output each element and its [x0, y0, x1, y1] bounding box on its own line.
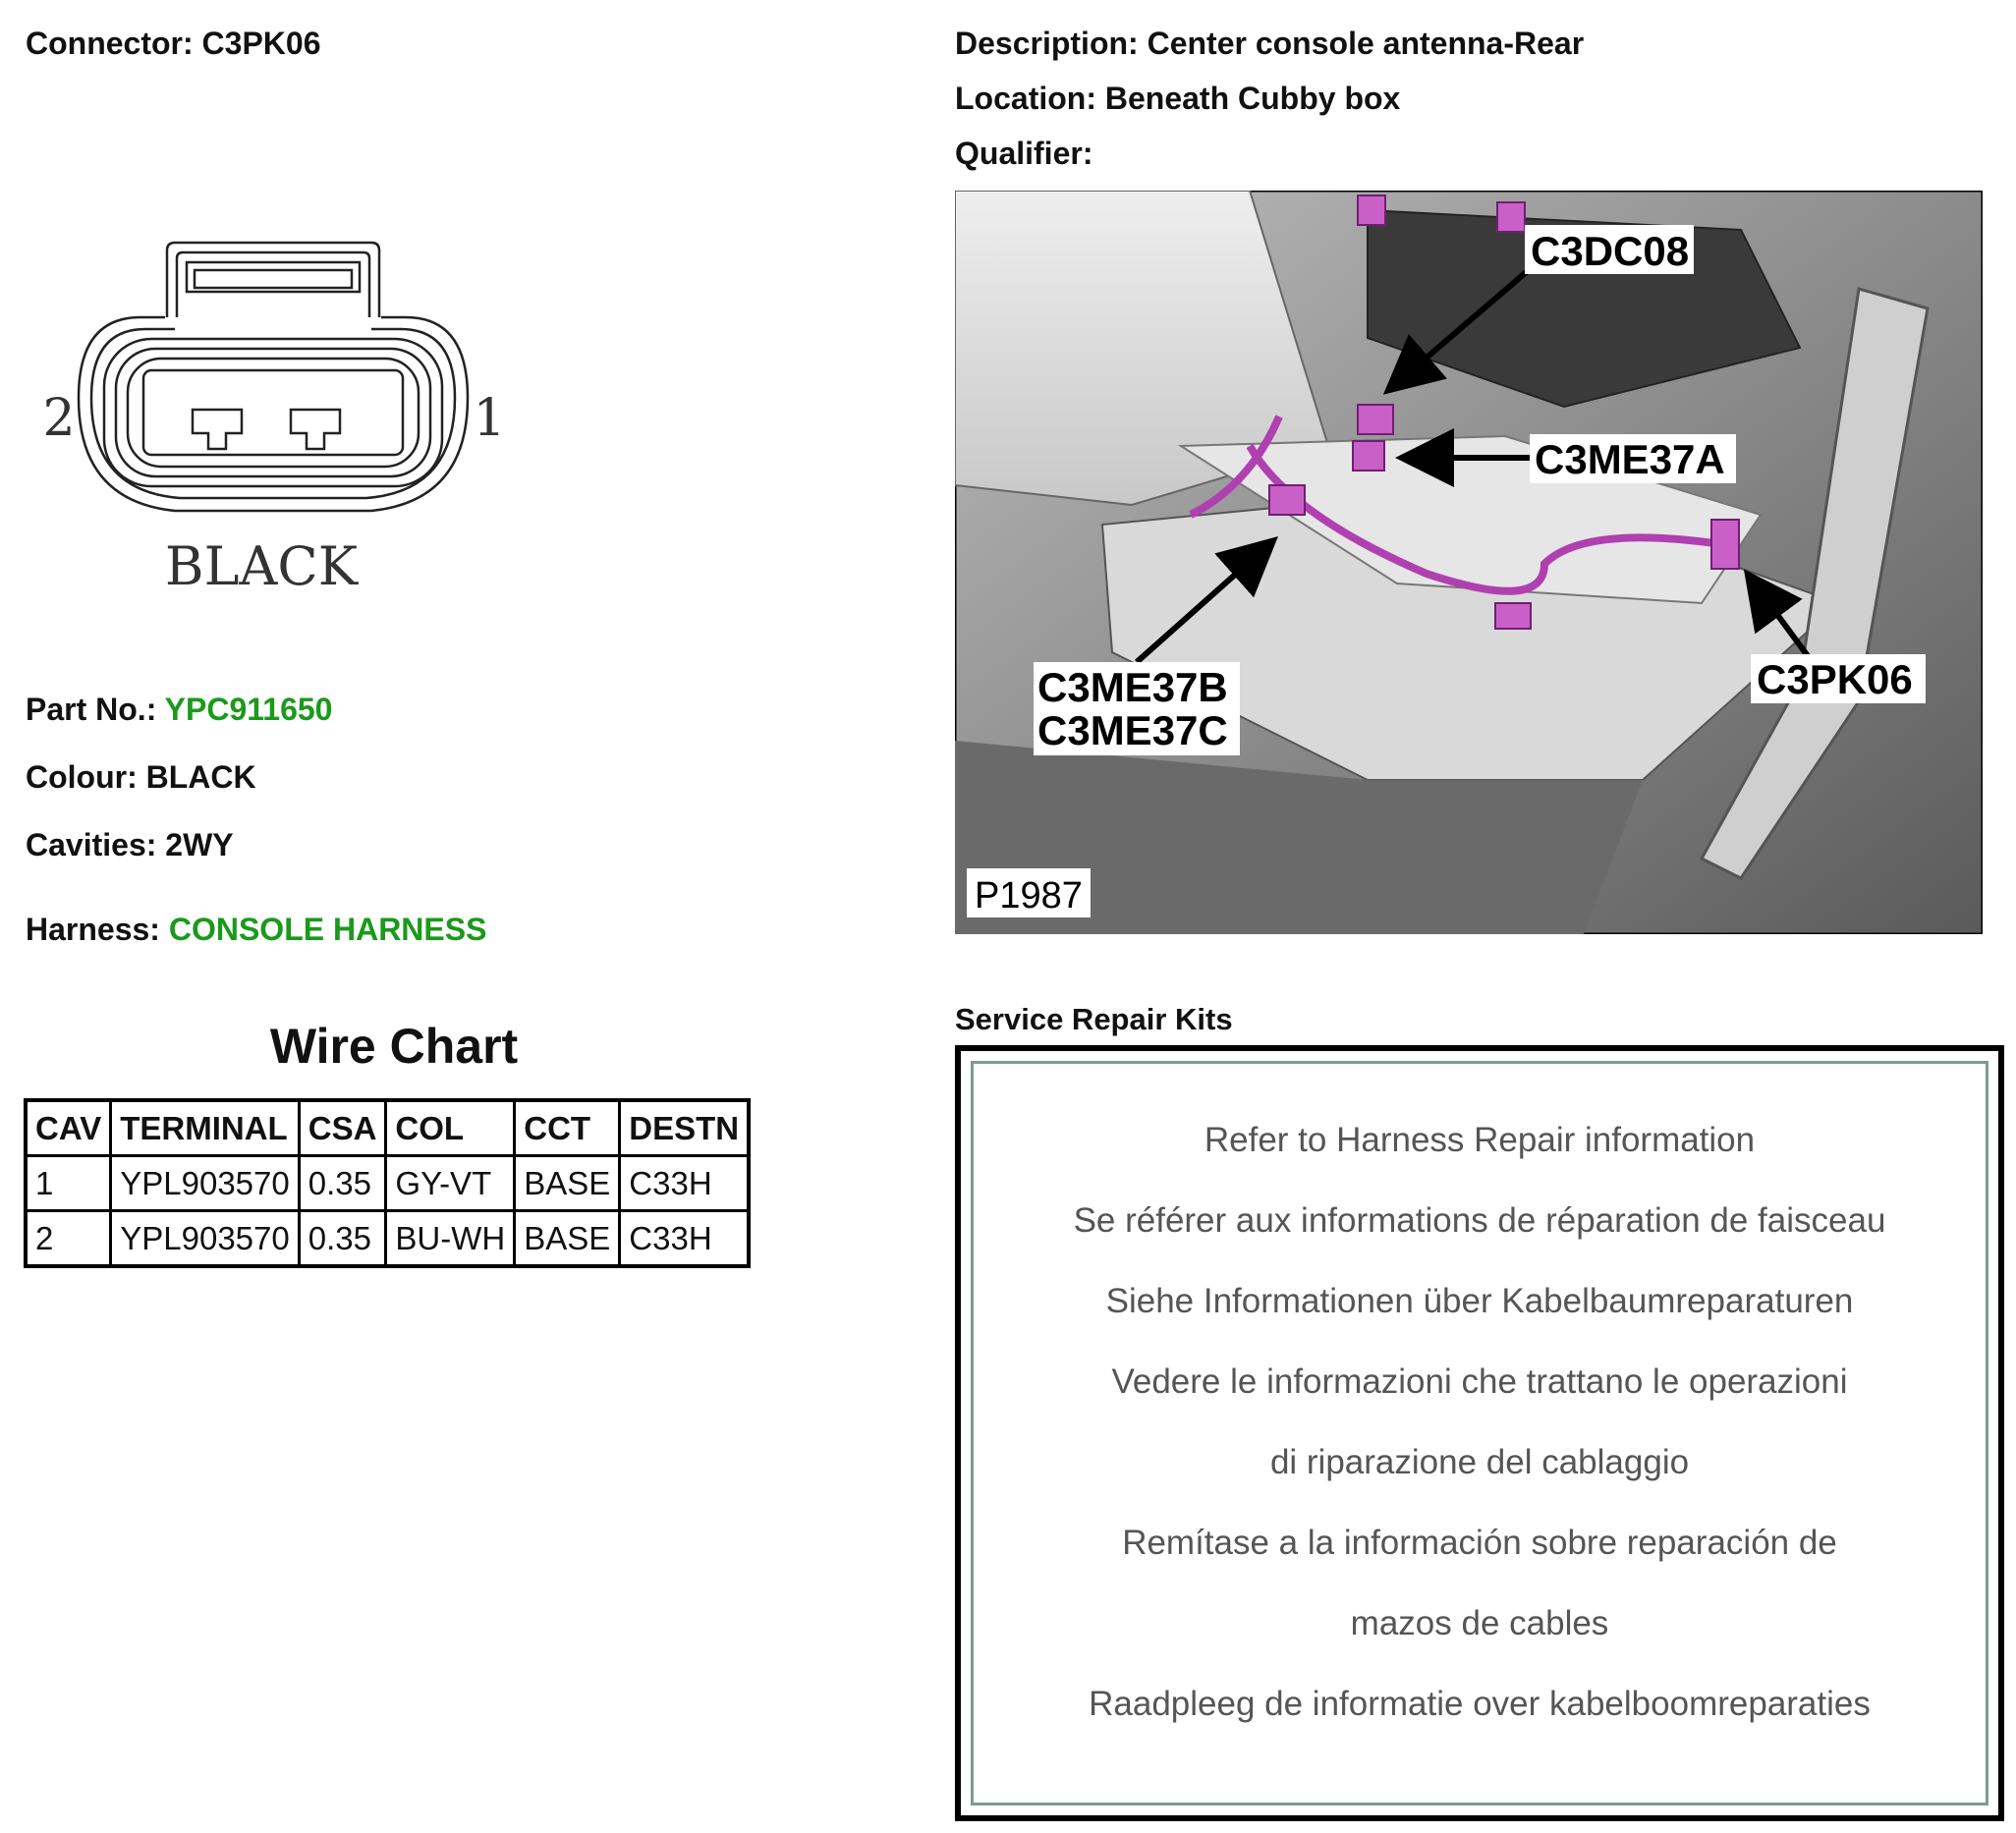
- cell-terminal: YPL903570: [111, 1156, 300, 1211]
- col-header-cav: CAV: [26, 1100, 111, 1156]
- figure-id: P1987: [975, 875, 1083, 916]
- cell-cav: 2: [26, 1211, 111, 1267]
- cell-destn: C33H: [620, 1211, 749, 1267]
- table-row: [26, 1211, 749, 1267]
- location-line: [955, 81, 1400, 117]
- description-value: Center console antenna-Rear: [1147, 26, 1585, 61]
- kit-line: Se référer aux informations de réparation de faisceau: [1073, 1201, 1886, 1240]
- cell-terminal: YPL903570: [111, 1211, 300, 1267]
- cavities-label: Cavities:: [26, 827, 157, 862]
- table-row: [26, 1156, 749, 1211]
- description-line: [955, 26, 1584, 62]
- connector-label: Connector:: [26, 26, 194, 61]
- col-header-cct: CCT: [515, 1100, 620, 1156]
- cell-cct: BASE: [515, 1211, 620, 1267]
- colour-value: BLACK: [145, 759, 256, 795]
- connector-face-diagram: [37, 241, 509, 614]
- wire-chart-header-row: [26, 1100, 749, 1156]
- cavities-value: 2WY: [165, 827, 234, 862]
- description-label: Description:: [955, 26, 1139, 61]
- connector-line: [26, 26, 321, 62]
- kit-line: di riparazione del cablaggio: [1269, 1443, 1690, 1481]
- col-header-destn: DESTN: [620, 1100, 749, 1156]
- kit-line: Refer to Harness Repair information: [1204, 1121, 1756, 1159]
- cell-col: GY-VT: [386, 1156, 515, 1211]
- cell-cav: 1: [26, 1156, 111, 1211]
- colour-label: Colour:: [26, 759, 138, 795]
- cell-cct: BASE: [515, 1156, 620, 1211]
- part-no-line: [26, 692, 332, 728]
- callout-c3me37b: C3ME37B: [1037, 664, 1228, 710]
- col-header-csa: CSA: [299, 1100, 386, 1156]
- harness-link[interactable]: CONSOLE HARNESS: [168, 912, 487, 947]
- kit-line: Raadpleeg de informatie over kabelboomreparaties: [1089, 1685, 1871, 1723]
- part-no-link[interactable]: YPC911650: [164, 692, 333, 727]
- part-no-label: Part No.:: [26, 692, 157, 727]
- service-repair-kits-box: [955, 1045, 2004, 1821]
- pin-1-label: 1: [473, 389, 506, 448]
- connector-colour-text: BLACK: [164, 535, 359, 597]
- service-repair-kits-title: Service Repair Kits: [955, 1002, 1233, 1036]
- callout-c3me37c: C3ME37C: [1037, 707, 1228, 753]
- wire-chart-title: Wire Chart: [269, 1019, 519, 1074]
- callout-c3me37a: C3ME37A: [1535, 436, 1725, 482]
- cell-destn: C33H: [620, 1156, 749, 1211]
- kit-line: Vedere le informazioni che trattano le operazioni: [1111, 1362, 1848, 1401]
- kit-line: Remítase a la información sobre reparación de: [1122, 1524, 1837, 1562]
- harness-label: Harness:: [26, 912, 160, 947]
- location-photo: [955, 191, 1983, 934]
- connector-value: C3PK06: [201, 26, 321, 61]
- pin-2-label: 2: [42, 389, 76, 448]
- location-label: Location:: [955, 81, 1096, 116]
- cell-csa: 0.35: [299, 1211, 386, 1267]
- harness-line: [26, 912, 486, 948]
- callout-c3pk06: C3PK06: [1757, 656, 1913, 702]
- qualifier-label: Qualifier:: [955, 136, 1093, 171]
- kit-line: Siehe Informationen über Kabelbaumreparaturen: [1105, 1282, 1854, 1320]
- col-header-terminal: TERMINAL: [111, 1100, 300, 1156]
- wire-chart-table: [24, 1098, 751, 1268]
- location-value: Beneath Cubby box: [1104, 81, 1401, 116]
- service-repair-kits-inner: [971, 1061, 1988, 1805]
- callout-c3dc08: C3DC08: [1531, 228, 1690, 274]
- cell-csa: 0.35: [299, 1156, 386, 1211]
- cavities-line: [26, 827, 234, 863]
- colour-line: [26, 759, 256, 796]
- col-header-col: COL: [386, 1100, 515, 1156]
- kit-line: mazos de cables: [1350, 1604, 1609, 1642]
- cell-col: BU-WH: [386, 1211, 515, 1267]
